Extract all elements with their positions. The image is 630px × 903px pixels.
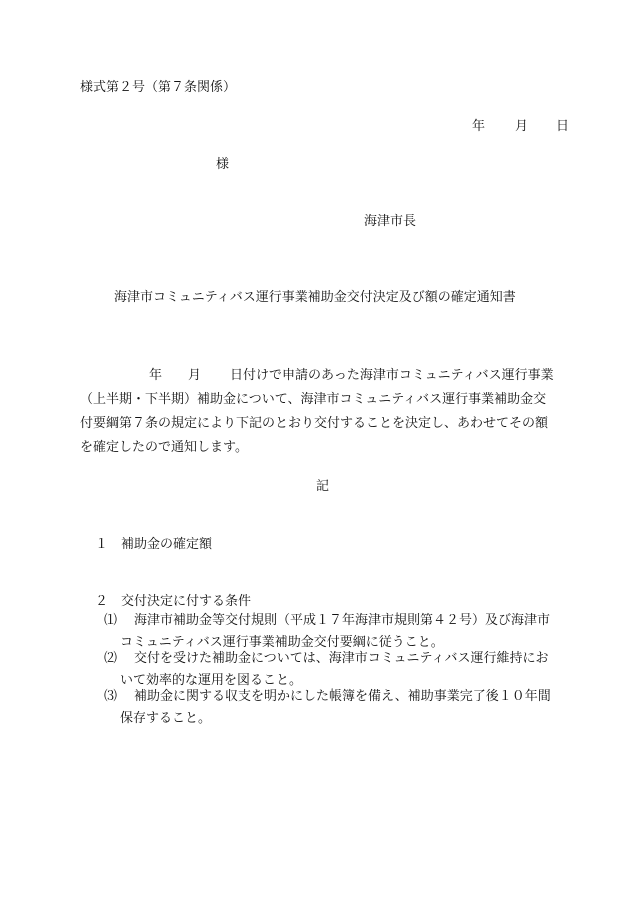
item-number: ２	[95, 594, 109, 609]
body-line-4: を確定したので通知します。	[80, 440, 248, 455]
body-line-1	[80, 364, 580, 388]
item-conditions	[95, 595, 251, 608]
condition-number: ⑴	[104, 613, 118, 628]
condition-number: ⑶	[104, 689, 118, 704]
body-line-1-text: 日付けで申請のあった海津市コミュニティバス運行事業	[230, 368, 554, 383]
condition-line-1: 補助金に関する収支を明かにした帳簿を備え、補助事業完了後１０年間	[134, 689, 551, 704]
item-confirmed-amount	[95, 538, 212, 551]
ki-heading: 記	[316, 479, 330, 494]
item-label: 交付決定に付する条件	[121, 594, 252, 609]
body-line-3: 付要綱第７条の規定により下記のとおり交付することを決定し、あわせてその額	[80, 416, 549, 431]
date-day-label: 日	[556, 119, 570, 134]
condition-line-2: コミュニティバス運行事業補助金交付要綱に従うこと。	[120, 635, 444, 650]
condition-line-2: 保存すること。	[120, 711, 212, 726]
date-year-label: 年	[472, 119, 486, 134]
body-month-label: 月	[188, 368, 202, 383]
document-title: 海津市コミュニティバス運行事業補助金交付決定及び額の確定通知書	[114, 290, 516, 305]
item-number: １	[95, 537, 109, 552]
condition-line-1: 交付を受けた補助金については、海津市コミュニティバス運行維持にお	[134, 651, 549, 666]
condition-line-2: いて効率的な運用を図ること。	[120, 673, 303, 688]
sender-name: 海津市長	[364, 214, 417, 229]
date-month-label: 月	[515, 119, 529, 134]
item-label: 補助金の確定額	[121, 537, 213, 552]
body-paragraph	[80, 364, 580, 460]
condition-line-1: 海津市補助金等交付規則（平成１７年海津市規則第４２号）及び海津市	[134, 613, 551, 628]
body-year-label: 年	[149, 368, 163, 383]
condition-number: ⑵	[104, 651, 118, 666]
recipient-honorific: 様	[216, 157, 230, 172]
body-line-2: （上半期・下半期）補助金について、海津市コミュニティバス運行事業補助金交	[80, 392, 547, 407]
form-number: 様式第２号（第７条関係）	[80, 80, 237, 95]
